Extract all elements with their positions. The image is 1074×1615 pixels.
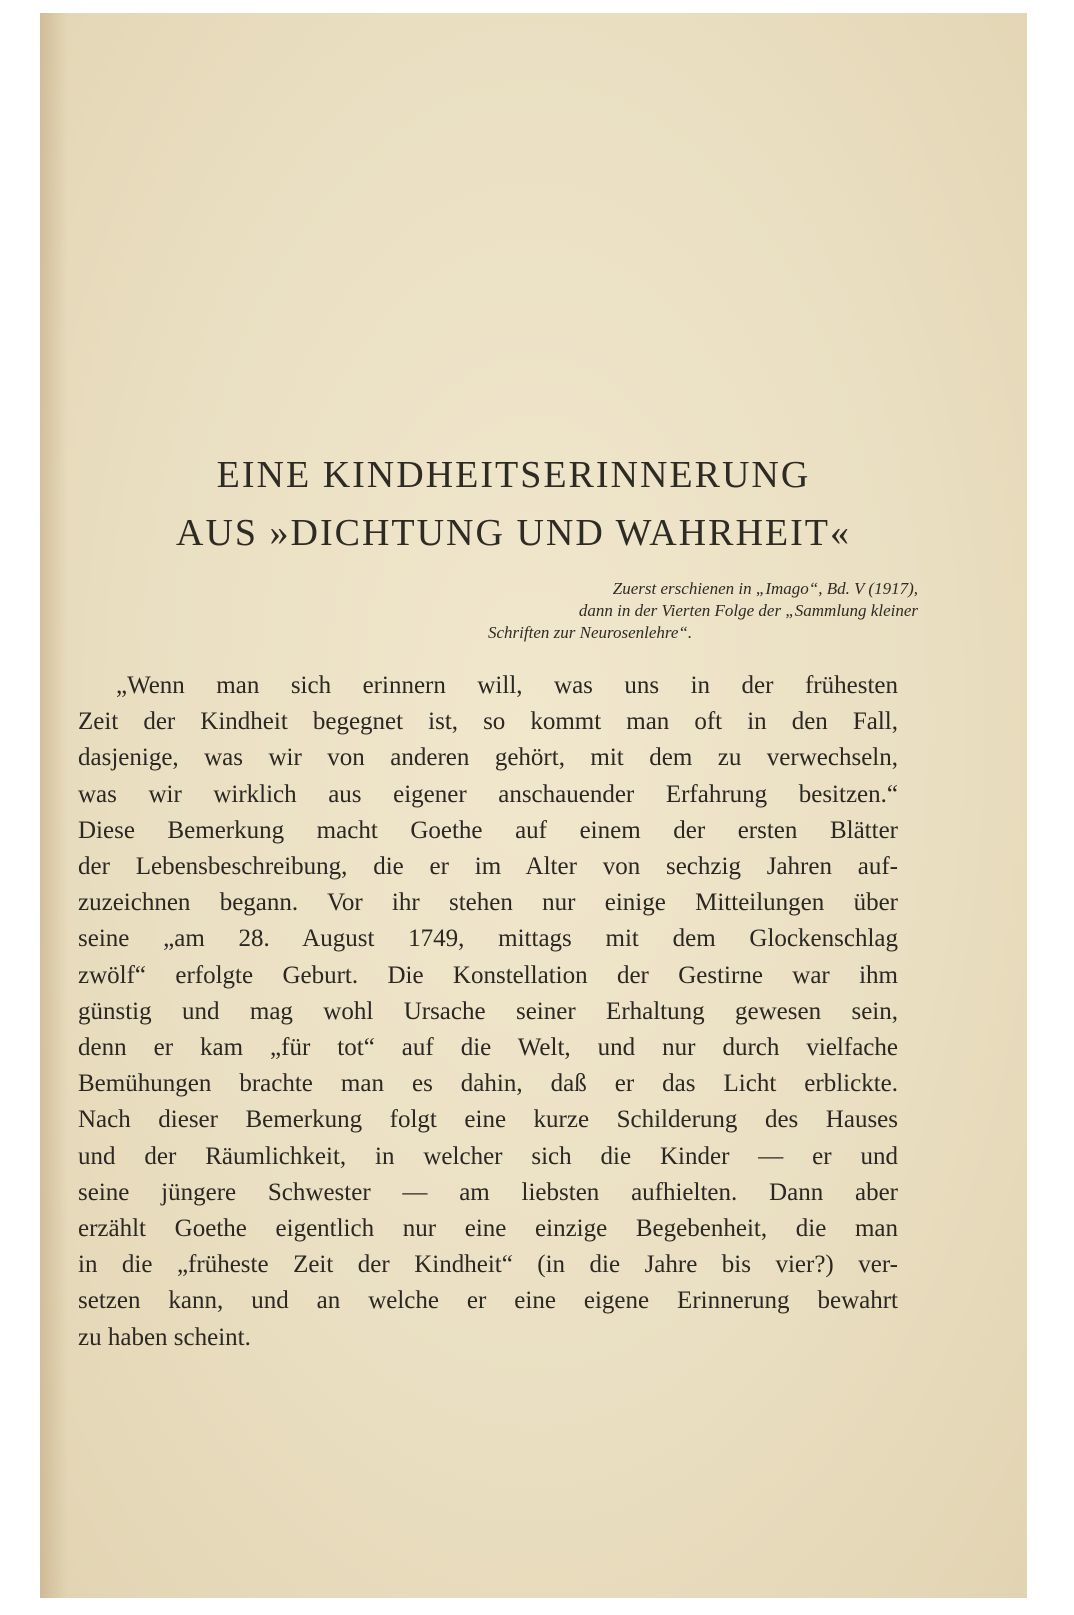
body-line: Nach dieser Bemerkung folgt eine kurze Schilderung des Hauses — [78, 1106, 898, 1134]
body-line: was wir wirklich aus eigener anschauender Erfahrung besitzen.“ — [78, 780, 898, 808]
body-line: setzen kann, und an welche er eine eigene Erinnerung bewahrt — [78, 1287, 898, 1315]
body-text — [78, 668, 898, 1356]
body-line: der Lebensbeschreibung, die er im Alter von sechzig Jahren auf- — [78, 853, 898, 881]
body-line: denn er kam „für tot“ auf die Welt, und nur durch vielfache — [78, 1034, 898, 1062]
body-line: zuzeichnen begann. Vor ihr stehen nur einige Mitteilungen über — [78, 889, 898, 917]
body-line: zu haben scheint. — [78, 1323, 251, 1351]
publication-note-line: dann in der Vierten Folge der „Sammlung kleiner — [578, 601, 918, 620]
body-line: erzählt Goethe eigentlich nur eine einzige Begebenheit, die man — [78, 1215, 898, 1243]
body-line: zwölf“ erfolgte Geburt. Die Konstellation der Gestirne war ihm — [78, 961, 898, 989]
publication-note — [488, 578, 918, 644]
body-line: „Wenn man sich erinnern will, was uns in der frühesten — [116, 672, 898, 699]
body-line: und der Räumlichkeit, in welcher sich die Kinder — er und — [78, 1142, 898, 1170]
page-gutter-shadow — [40, 13, 68, 1598]
body-line: seine jüngere Schwester — am liebsten aufhielten. Dann aber — [78, 1178, 898, 1206]
body-line: dasjenige, was wir von anderen gehört, mit dem zu verwechseln, — [78, 744, 898, 772]
book-page — [40, 13, 1027, 1598]
publication-note-line: Zuerst erschienen in „Imago“, Bd. V (1917), — [612, 579, 918, 598]
body-line: Bemühungen brachte man es dahin, daß er das Licht erblickte. — [78, 1070, 898, 1098]
body-line: Zeit der Kindheit begegnet ist, so kommt man oft in den Fall, — [78, 708, 898, 736]
chapter-title-line-1: EINE KINDHEITSERINNERUNG — [216, 454, 811, 496]
publication-note-line: Schriften zur Neurosenlehre“. — [488, 623, 693, 642]
body-line: seine „am 28. August 1749, mittags mit dem Glockenschlag — [78, 925, 898, 953]
body-line: günstig und mag wohl Ursache seiner Erhaltung gewesen sein, — [78, 997, 898, 1025]
body-line: in die „früheste Zeit der Kindheit“ (in die Jahre bis vier?) ver- — [78, 1251, 898, 1279]
chapter-title-line-2: AUS »DICHTUNG UND WAHRHEIT« — [176, 512, 851, 554]
body-line: Diese Bemerkung macht Goethe auf einem der ersten Blätter — [78, 816, 898, 844]
